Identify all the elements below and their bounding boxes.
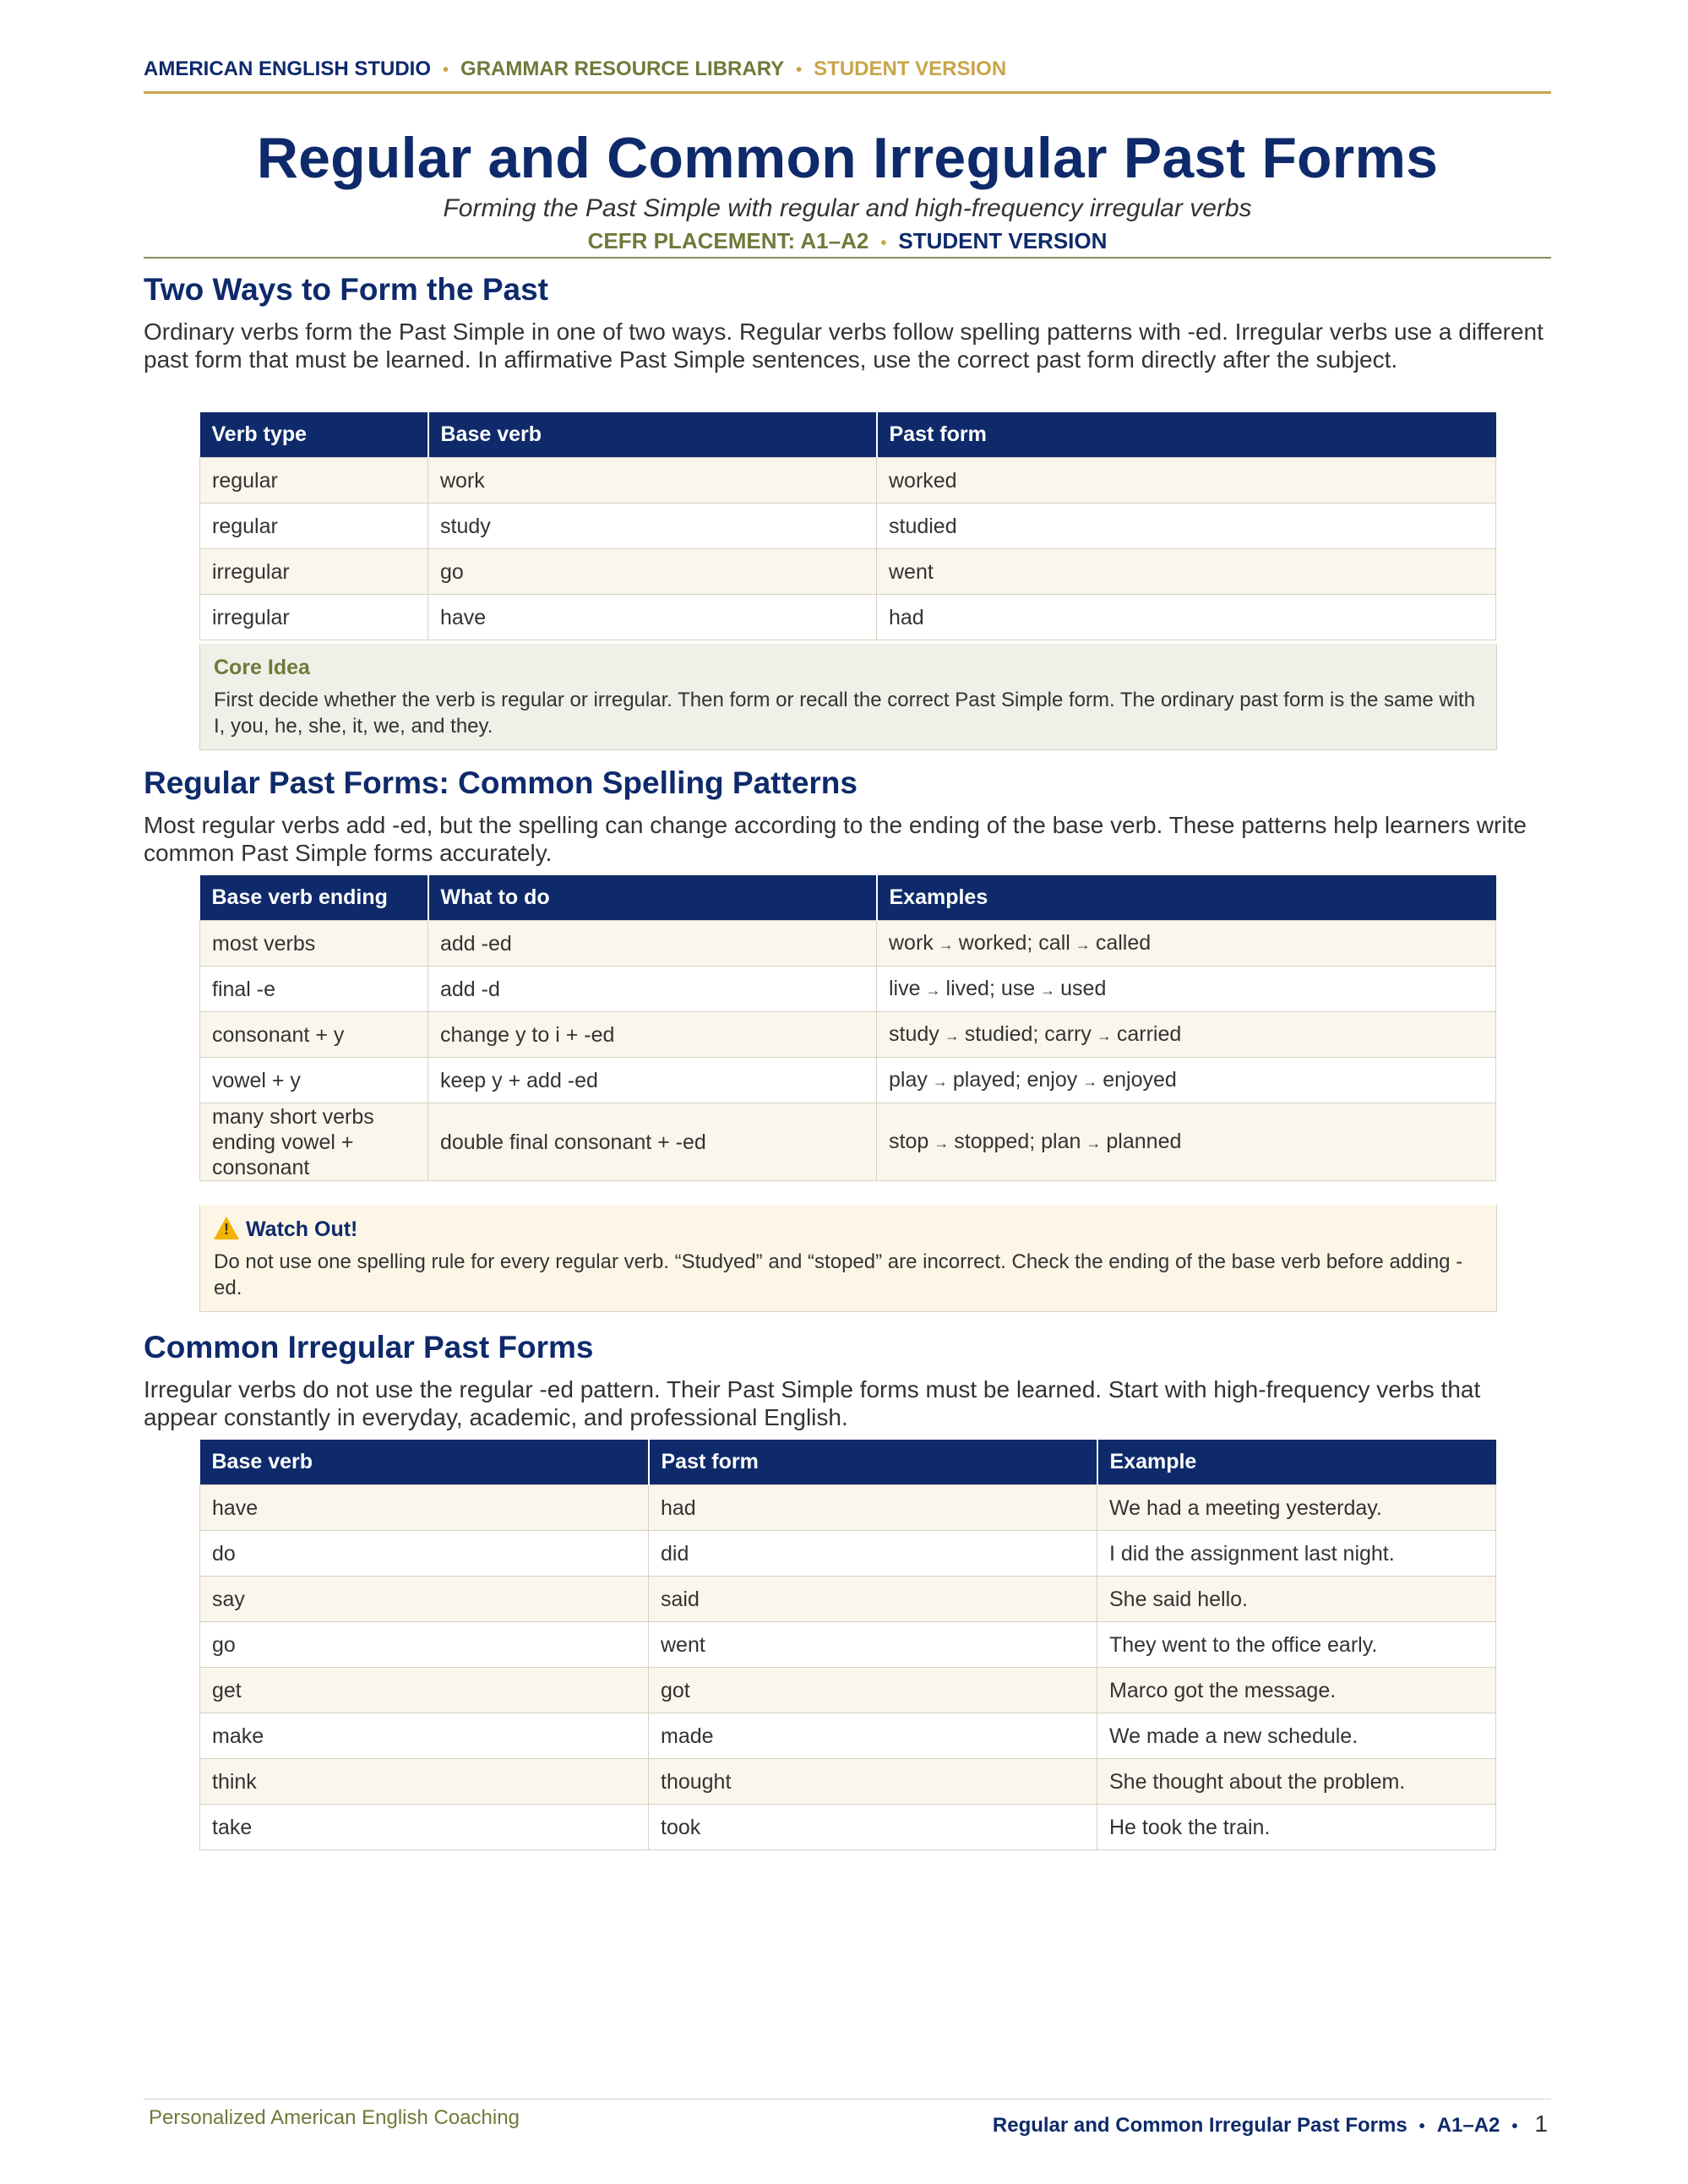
example-base: live	[889, 976, 921, 1000]
example-base: plan	[1041, 1129, 1081, 1153]
table-cell: Marco got the message.	[1097, 1668, 1496, 1713]
table-cell: work	[428, 458, 877, 504]
table-cell: did	[649, 1531, 1097, 1577]
table-cell: regular	[200, 458, 428, 504]
arrow-icon: →	[1086, 1134, 1102, 1152]
verb-type-table	[199, 412, 1496, 640]
table-cell: I did the assignment last night.	[1097, 1531, 1496, 1577]
example-base: study	[889, 1021, 939, 1046]
column-header: Base verb ending	[200, 875, 428, 921]
footer-divider	[144, 2099, 1551, 2100]
table-cell: took	[649, 1805, 1097, 1850]
table-cell: vowel + y	[200, 1058, 428, 1103]
table-cell: got	[649, 1668, 1097, 1713]
arrow-icon: →	[1075, 935, 1091, 953]
table-cell: many short verbs ending vowel + consonant	[200, 1103, 428, 1181]
table-cell: most verbs	[200, 921, 428, 967]
example-base: carry	[1044, 1021, 1092, 1046]
table-row	[200, 1805, 1496, 1850]
example-past: used	[1060, 976, 1107, 1000]
table-cell: We had a meeting yesterday.	[1097, 1485, 1496, 1531]
footer-separator: •	[1418, 2117, 1425, 2136]
table-row	[200, 1622, 1496, 1668]
footer-tagline: Personalized American English Coaching	[149, 2106, 520, 2129]
column-header: What to do	[428, 875, 877, 921]
table-cell: had	[649, 1485, 1097, 1531]
table-row	[200, 1485, 1496, 1531]
table-cell: We made a new schedule.	[1097, 1713, 1496, 1759]
table-row	[200, 458, 1496, 504]
column-header: Verb type	[200, 412, 428, 458]
arrow-icon: →	[1096, 1027, 1112, 1044]
header-bar	[144, 54, 1551, 94]
table-cell: keep y + add -ed	[428, 1058, 877, 1103]
example-joiner: ;	[1015, 1067, 1021, 1092]
level-line	[144, 228, 1551, 254]
table-cell: add -d	[428, 967, 877, 1012]
header-separator: •	[796, 61, 803, 79]
table-cell: consonant + y	[200, 1012, 428, 1058]
table-cell: go	[200, 1622, 649, 1668]
examples-cell	[877, 1012, 1496, 1058]
table-cell: have	[428, 595, 877, 640]
watch-out-body: Do not use one spelling rule for every regular verb. “Studyed” and “stoped” are incorrect. Check the ending of the base verb before adding -ed.	[214, 1250, 1463, 1299]
example-past: studied	[964, 1021, 1033, 1046]
footer-title: Regular and Common Irregular Past Forms	[992, 2114, 1408, 2137]
example-base: call	[1038, 930, 1070, 955]
column-header: Example	[1097, 1440, 1496, 1485]
example-joiner: ;	[1029, 1129, 1036, 1153]
table-row	[200, 1058, 1496, 1103]
example-past: carried	[1116, 1021, 1182, 1046]
brand-name: AMERICAN ENGLISH STUDIO	[144, 57, 432, 80]
table-row	[200, 1713, 1496, 1759]
example-past: enjoyed	[1103, 1067, 1177, 1092]
arrow-icon: →	[938, 935, 954, 953]
example-base: enjoy	[1026, 1067, 1078, 1092]
column-header: Past form	[877, 412, 1496, 458]
example-past: planned	[1106, 1129, 1182, 1153]
section-heading-spelling: Regular Past Forms: Common Spelling Patterns	[144, 765, 858, 800]
example-base: play	[889, 1067, 928, 1092]
section-heading-two-ways: Two Ways to Form the Past	[144, 272, 548, 307]
section-intro-spelling: Most regular verbs add -ed, but the spelling can change according to the ending of the base verb. These patterns help learners write common Past Simple forms accurately.	[144, 812, 1527, 866]
table-row	[200, 595, 1496, 640]
table-cell: She said hello.	[1097, 1577, 1496, 1622]
table-cell: She thought about the problem.	[1097, 1759, 1496, 1805]
level-separator: •	[880, 234, 887, 253]
section-intro-irregular: Irregular verbs do not use the regular -ed pattern. Their Past Simple forms must be learned. Start with high-frequency verbs that appear constantly in everyday, academic, and professional English.	[144, 1376, 1481, 1430]
table-cell: study	[428, 504, 877, 549]
core-idea-body: First decide whether the verb is regular or irregular. Then form or recall the correct Past Simple form. The ordinary past form is the same with I, you, he, she, it, we, and they.	[214, 689, 1476, 738]
table-cell: worked	[877, 458, 1496, 504]
table-row	[200, 549, 1496, 595]
example-joiner: ;	[988, 976, 995, 1000]
table-row	[200, 921, 1496, 967]
column-header: Past form	[649, 1440, 1097, 1485]
table-cell: take	[200, 1805, 649, 1850]
page-subtitle: Forming the Past Simple with regular and high-frequency irregular verbs	[443, 194, 1252, 222]
level-version: STUDENT VERSION	[898, 228, 1108, 253]
header-line	[144, 57, 1006, 81]
watch-out-title: Watch Out!	[246, 1217, 358, 1241]
example-past: stopped	[954, 1129, 1030, 1153]
warning-icon	[214, 1217, 239, 1239]
table-header-row	[200, 1440, 1496, 1485]
arrow-icon: →	[1082, 1072, 1098, 1090]
example-past: worked	[958, 930, 1027, 955]
arrow-icon: →	[934, 1134, 950, 1152]
table-cell: They went to the office early.	[1097, 1622, 1496, 1668]
watch-out-box	[199, 1205, 1497, 1312]
table-cell: make	[200, 1713, 649, 1759]
column-header: Base verb	[200, 1440, 649, 1485]
version-label: STUDENT VERSION	[814, 57, 1007, 80]
examples-cell	[877, 1103, 1496, 1181]
table-cell: thought	[649, 1759, 1097, 1805]
table-row	[200, 967, 1496, 1012]
example-past: lived	[945, 976, 989, 1000]
table-row	[200, 1531, 1496, 1577]
example-joiner: ;	[1026, 930, 1033, 955]
table-cell: get	[200, 1668, 649, 1713]
table-cell: irregular	[200, 595, 428, 640]
table-cell: He took the train.	[1097, 1805, 1496, 1850]
table-row	[200, 1759, 1496, 1805]
spelling-patterns-table	[199, 875, 1496, 1181]
footer-separator: •	[1511, 2117, 1518, 2136]
table-row	[200, 1103, 1496, 1181]
cefr-placement: CEFR PLACEMENT: A1–A2	[587, 228, 869, 253]
library-name: GRAMMAR RESOURCE LIBRARY	[460, 57, 785, 80]
table-cell: final -e	[200, 967, 428, 1012]
example-past: called	[1095, 930, 1152, 955]
table-cell: add -ed	[428, 921, 877, 967]
footer-level: A1–A2	[1436, 2114, 1500, 2137]
table-row	[200, 1012, 1496, 1058]
table-cell: studied	[877, 504, 1496, 549]
irregular-forms-table	[199, 1440, 1496, 1850]
header-separator: •	[443, 61, 449, 79]
arrow-icon: →	[944, 1027, 960, 1044]
table-header-row	[200, 412, 1496, 458]
example-joiner: ;	[1032, 1021, 1039, 1046]
section-intro-two-ways: Ordinary verbs form the Past Simple in one of two ways. Regular verbs follow spelling patterns with -ed. Irregular verbs use a different past form that must be learned. In affirmative Past Simple sentences, use the correct past form directly after the subject.	[144, 319, 1544, 373]
table-cell: double final consonant + -ed	[428, 1103, 877, 1181]
table-cell: have	[200, 1485, 649, 1531]
arrow-icon: →	[925, 981, 941, 999]
title-divider	[144, 257, 1551, 259]
table-cell: made	[649, 1713, 1097, 1759]
core-idea-title: Core Idea	[214, 656, 310, 679]
table-cell: went	[649, 1622, 1097, 1668]
arrow-icon: →	[1040, 981, 1056, 999]
example-past: played	[952, 1067, 1016, 1092]
arrow-icon: →	[932, 1072, 948, 1090]
examples-cell	[877, 1058, 1496, 1103]
watch-out-title-line	[214, 1217, 1483, 1242]
examples-cell	[877, 967, 1496, 1012]
table-header-row	[200, 875, 1496, 921]
table-cell: go	[428, 549, 877, 595]
example-base: use	[1000, 976, 1036, 1000]
table-row	[200, 1577, 1496, 1622]
column-header: Examples	[877, 875, 1496, 921]
table-cell: regular	[200, 504, 428, 549]
footer-right	[993, 2110, 1548, 2138]
table-cell: said	[649, 1577, 1097, 1622]
core-idea-box	[199, 644, 1497, 750]
table-cell: think	[200, 1759, 649, 1805]
example-base: stop	[889, 1129, 929, 1153]
section-heading-irregular: Common Irregular Past Forms	[144, 1330, 594, 1364]
page-number: 1	[1534, 2110, 1548, 2137]
table-cell: change y to i + -ed	[428, 1012, 877, 1058]
table-row	[200, 504, 1496, 549]
examples-cell	[877, 921, 1496, 967]
table-cell: went	[877, 549, 1496, 595]
example-base: work	[889, 930, 934, 955]
table-cell: do	[200, 1531, 649, 1577]
table-cell: irregular	[200, 549, 428, 595]
page-title: Regular and Common Irregular Past Forms	[256, 126, 1439, 190]
table-cell: say	[200, 1577, 649, 1622]
table-row	[200, 1668, 1496, 1713]
column-header: Base verb	[428, 412, 877, 458]
table-cell: had	[877, 595, 1496, 640]
